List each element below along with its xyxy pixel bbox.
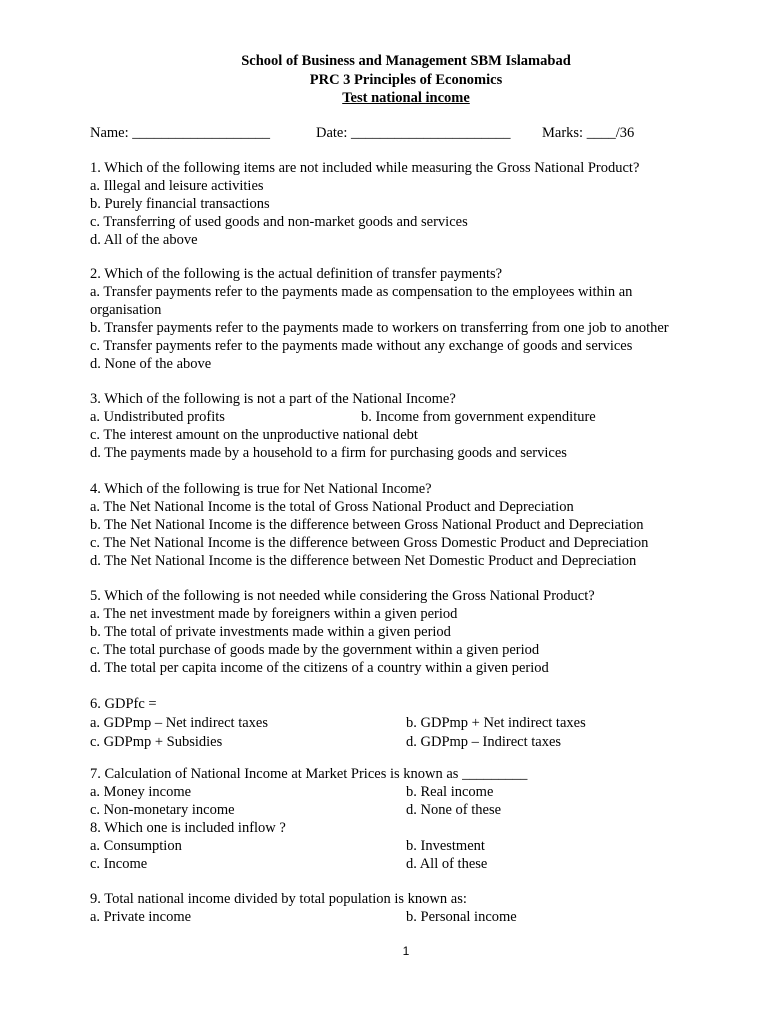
option-b: b. The total of private investments made within a given period (90, 623, 451, 640)
question-stem: 1. Which of the following items are not included while measuring the Gross National Product? (90, 160, 640, 176)
option-a: a. The net investment made by foreigners within a given period (90, 605, 458, 622)
option-a: a. Private income (90, 908, 192, 925)
question-5 (90, 588, 730, 678)
option-c: c. The Net National Income is the difference between Gross Domestic Product and Depreciation (90, 534, 649, 551)
option-d: d. The Net National Income is the difference between Net Domestic Product and Depreciation (90, 552, 637, 569)
question-stem: 7. Calculation of National Income at Market Prices is known as _________ (90, 766, 528, 782)
option-a: a. The Net National Income is the total of Gross National Product and Depreciation (90, 498, 574, 515)
option-a: a. GDPmp – Net indirect taxes (90, 715, 268, 731)
option-c: c. GDPmp + Subsidies (90, 734, 223, 750)
option-d: d. None of these (406, 801, 502, 818)
test-title: Test national income (342, 90, 470, 106)
question-7 (90, 766, 730, 820)
option-b: b. The Net National Income is the difference between Gross National Product and Depreciation (90, 516, 644, 533)
option-b: b. Purely financial transactions (90, 195, 270, 212)
option-c: c. Transferring of used goods and non-market goods and services (90, 213, 468, 230)
document-header (0, 52, 768, 108)
question-1 (90, 160, 730, 250)
option-d: d. GDPmp – Indirect taxes (406, 734, 562, 750)
question-9 (90, 891, 730, 927)
option-a: a. Money income (90, 783, 192, 800)
option-a: a. Transfer payments refer to the payments made as compensation to the employees within an organisation (90, 283, 633, 318)
option-d: d. The total per capita income of the citizens of a country within a given period (90, 659, 549, 676)
question-stem: 4. Which of the following is true for Net National Income? (90, 481, 432, 497)
question-6 (90, 695, 730, 752)
option-c: c. Non-monetary income (90, 801, 235, 818)
option-b: b. Income from government expenditure (361, 408, 596, 425)
option-b: b. Investment (406, 837, 485, 854)
question-8 (90, 820, 730, 874)
marks-field: Marks: ____/36 (542, 125, 635, 141)
option-c: c. The interest amount on the unproductive national debt (90, 426, 418, 443)
option-c: c. Income (90, 855, 148, 872)
question-stem: 6. GDPfc = (90, 696, 157, 712)
option-c: c. Transfer payments refer to the payments made without any exchange of goods and services (90, 337, 633, 354)
option-d: d. The payments made by a household to a firm for purchasing goods and services (90, 444, 567, 461)
option-d: d. All of the above (90, 231, 198, 248)
question-stem: 3. Which of the following is not a part of the National Income? (90, 391, 456, 407)
question-2 (90, 266, 696, 373)
course-title: PRC 3 Principles of Economics (309, 71, 503, 88)
question-stem: 2. Which of the following is the actual definition of transfer payments? (90, 266, 503, 282)
school-title: School of Business and Management SBM Islamabad (241, 53, 571, 69)
question-4 (90, 481, 730, 571)
option-b: b. Personal income (406, 908, 517, 925)
option-a: a. Illegal and leisure activities (90, 177, 264, 194)
page-number: 1 (402, 944, 410, 958)
option-b: b. Transfer payments refer to the payments made to workers on transferring from one job to another (90, 319, 669, 336)
date-field: Date: ______________________ (316, 125, 511, 141)
option-a: a. Consumption (90, 837, 182, 854)
question-stem: 5. Which of the following is not needed while considering the Gross National Product? (90, 588, 595, 604)
question-stem: 8. Which one is included inflow ? (90, 820, 286, 836)
name-field: Name: ___________________ (90, 125, 271, 141)
option-d: d. All of these (406, 855, 488, 872)
option-c: c. The total purchase of goods made by the government within a given period (90, 641, 540, 658)
question-3 (90, 391, 730, 463)
option-a: a. Undistributed profits (90, 408, 225, 425)
option-b: b. GDPmp + Net indirect taxes (406, 715, 586, 731)
option-d: d. None of the above (90, 355, 212, 372)
option-b: b. Real income (406, 783, 494, 800)
question-stem: 9. Total national income divided by total population is known as: (90, 891, 467, 907)
